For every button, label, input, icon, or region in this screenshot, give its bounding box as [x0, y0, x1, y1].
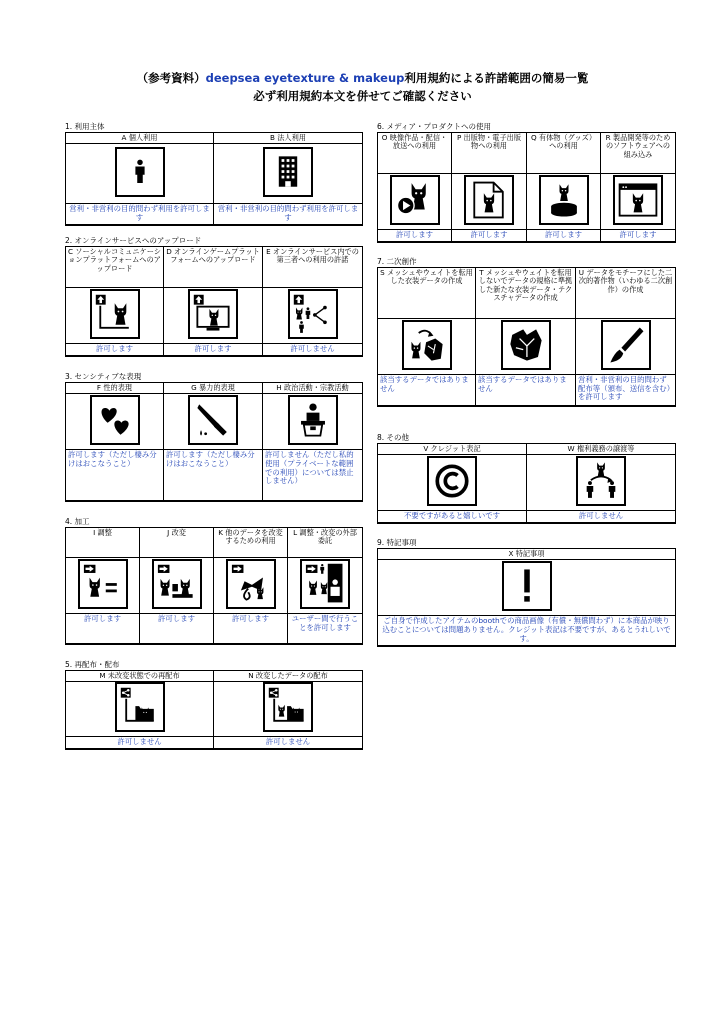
distribute-modified-icon [263, 682, 313, 732]
item-header: J 改変 [140, 528, 214, 558]
license-table [65, 670, 363, 750]
license-table [65, 382, 363, 502]
item-result: 許可します [66, 344, 164, 356]
redistribute-icon [115, 682, 165, 732]
item-header: R 製品開発等のためのソフトウェアへの組み込み [601, 133, 676, 174]
item-result: 営利・非営利の目的問わず配布等（頒布、送信を含む）を許可します [576, 375, 676, 406]
item-header: I 調整 [66, 528, 140, 558]
software-icon [613, 175, 663, 225]
building-icon [263, 147, 313, 197]
cloth-transfer-icon [402, 320, 452, 370]
hearts-icon [90, 395, 140, 445]
copyright-icon [427, 456, 477, 506]
item-header: B 法人利用 [214, 133, 363, 144]
section-other [377, 433, 676, 524]
item-result: 該当するデータではありません [476, 375, 576, 406]
section-online-upload [65, 236, 363, 357]
section-processing [65, 517, 363, 645]
transfer-rights-icon [576, 456, 626, 506]
item-header: D オンラインゲームプラットフォームへのアップロード [164, 247, 263, 288]
item-header: H 政治活動・宗教活動 [263, 383, 363, 394]
item-header: T メッシュやウェイトを転用しないでデータの規格に準拠した新たな衣装データ・テクスチャデータの作成 [476, 268, 576, 319]
item-header: E オンラインサービス内での第三者への利用の許諾 [263, 247, 363, 288]
item-result: 許可します [378, 230, 452, 242]
item-header: W 権利義務の譲渡等 [527, 444, 676, 455]
section-label: 6. メディア・プロダクトへの使用 [377, 122, 491, 131]
item-header: O 映像作品・配信・放送への利用 [378, 133, 452, 174]
item-header: L 調整・改変の外部委託 [288, 528, 363, 558]
section-label: 4. 加工 [65, 517, 90, 526]
page-title [0, 70, 725, 86]
license-table [377, 548, 676, 647]
upload-monitor-icon [188, 289, 238, 339]
item-header: U データをモチーフにした二次的著作物（いわゆる二次創作）の作成 [576, 268, 676, 319]
modify-icon [152, 559, 202, 609]
license-table [377, 267, 676, 407]
item-result: 許可します [452, 230, 527, 242]
license-table [65, 132, 363, 226]
item-result: ご自身で作成したアイテムのboothでの商品画像（有償・無償問わず）に本商品が映り込むことについては問題ありません。クレジット表記は不要ですが、あるとうれしいです。 [378, 616, 676, 646]
license-table [377, 443, 676, 524]
item-header: P 出版物・電子出版物への利用 [452, 133, 527, 174]
item-header: G 暴力的表現 [164, 383, 263, 394]
license-table [65, 246, 363, 357]
cloth-icon [501, 320, 551, 370]
item-result: 該当するデータではありません [378, 375, 476, 406]
item-header: A 個人利用 [66, 133, 214, 144]
section-sensitive [65, 372, 363, 502]
license-table [377, 132, 676, 243]
item-result: 許可しません [66, 737, 214, 749]
section-label: 7. 二次創作 [377, 257, 417, 266]
item-result: 許可します [140, 614, 214, 644]
bow-icon [226, 559, 276, 609]
page-subtitle: 必ず利用規約本文を併せてご確認ください [253, 89, 472, 103]
item-result: 許可します [164, 344, 263, 356]
section-label: 3. センシティブな表現 [65, 372, 142, 381]
item-result: 許可しません [263, 344, 363, 356]
section-label: 9. 特記事項 [377, 538, 417, 547]
item-result: 許可します [214, 614, 288, 644]
upload-share-icon [288, 289, 338, 339]
item-header: K 他のデータを改変するための利用 [214, 528, 288, 558]
item-result: 許可します（ただし棲み分けはおこなうこと） [164, 450, 263, 501]
figure-icon [539, 175, 589, 225]
item-header: C ソーシャルコミュニケーションプラットフォームへのアップロード [66, 247, 164, 288]
exclamation-icon [502, 561, 552, 611]
item-header: F 性的表現 [66, 383, 164, 394]
item-result: 許可します [66, 614, 140, 644]
item-result: 許可しません [214, 737, 363, 749]
section-label: 5. 再配布・配布 [65, 660, 120, 669]
knife-icon [188, 395, 238, 445]
item-header: Q 有体物（グッズ）への利用 [527, 133, 601, 174]
item-header: N 改変したデータの配布 [214, 671, 363, 682]
video-icon [390, 175, 440, 225]
section-media-products [377, 122, 676, 243]
title-suffix: 利用規約による許諾範囲の簡易一覧 [404, 71, 589, 85]
item-result: 許可しません（ただし私的使用（プライベートな範囲での利用）については禁止しません） [263, 450, 363, 501]
section-label: 1. 利用主体 [65, 122, 105, 131]
podium-icon [288, 395, 338, 445]
item-header: V クレジット表記 [378, 444, 527, 455]
item-result: 営利・非営利の目的問わず利用を許可します [214, 204, 363, 225]
item-header: M 未改変状態での再配布 [66, 671, 214, 682]
title-prefix: （参考資料） [136, 71, 206, 85]
section-special-notes [377, 538, 676, 647]
item-header: S メッシュやウェイトを転用した衣装データの作成 [378, 268, 476, 319]
item-result: 許可します（ただし棲み分けはおこなうこと） [66, 450, 164, 501]
item-header: X 特記事項 [378, 549, 676, 560]
adjust-icon [78, 559, 128, 609]
item-result: 許可しません [527, 511, 676, 523]
item-result: 営利・非営利の目的問わず利用を許可します [66, 204, 214, 225]
license-table [65, 527, 363, 645]
item-result: 不要ですがあると嬉しいです [378, 511, 527, 523]
section-usage-entity [65, 122, 363, 226]
brand-name: deepsea eyetexture & makeup [205, 71, 405, 85]
brush-icon [601, 320, 651, 370]
person-icon [115, 147, 165, 197]
upload-avatar-icon [90, 289, 140, 339]
item-result: 許可します [601, 230, 676, 242]
document-icon [464, 175, 514, 225]
section-label: 2. オンラインサービスへのアップロード [65, 236, 202, 245]
section-derivative [377, 257, 676, 407]
item-result: ユーザー間で行うことを許可します [288, 614, 363, 644]
item-result: 許可します [527, 230, 601, 242]
section-label: 8. その他 [377, 433, 410, 442]
outsource-icon [300, 559, 350, 609]
section-redistribution [65, 660, 363, 750]
